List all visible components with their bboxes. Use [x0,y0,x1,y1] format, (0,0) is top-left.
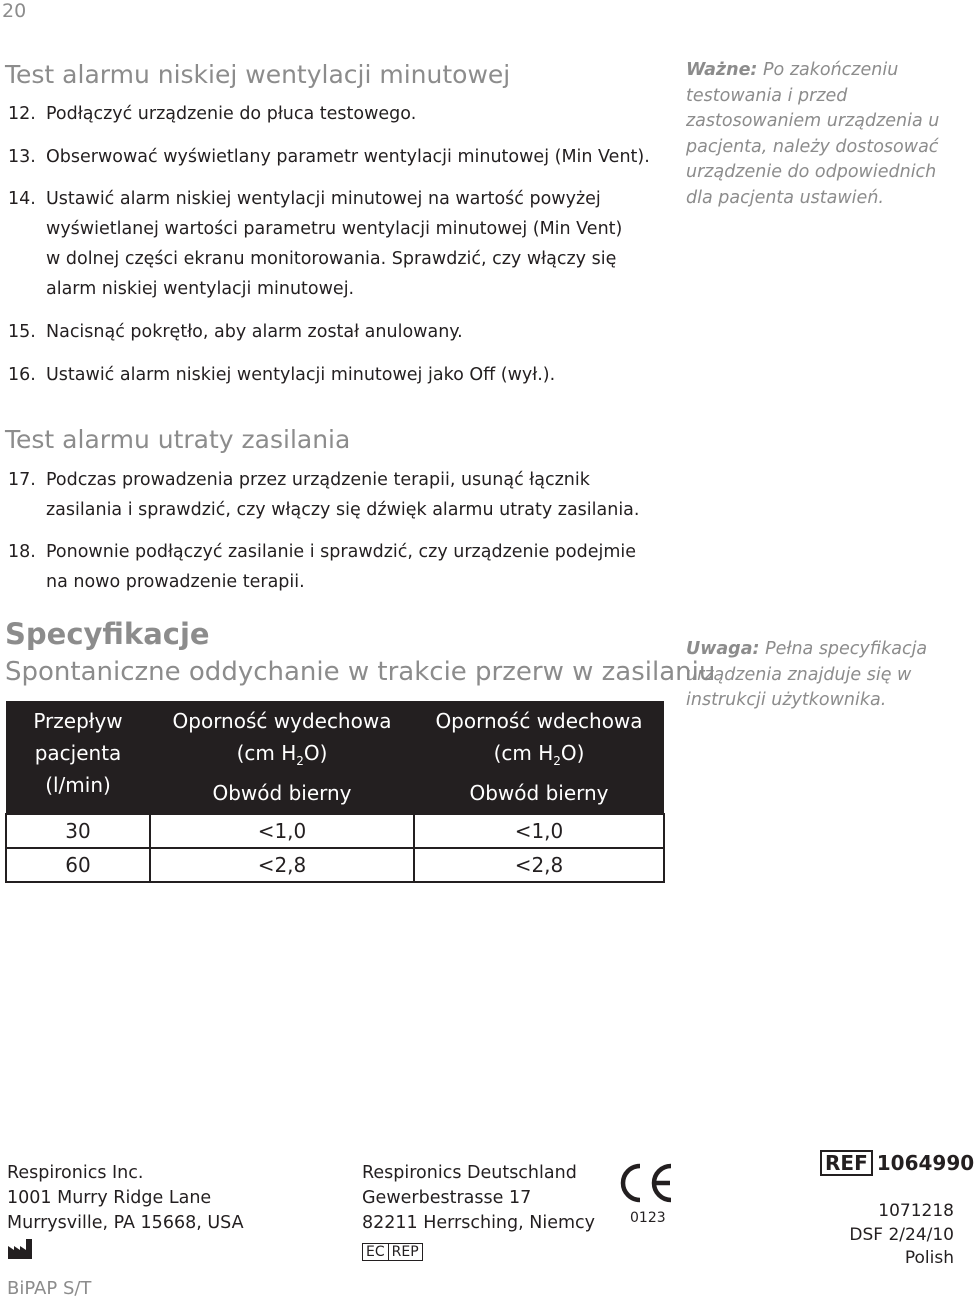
section-title-low-minute-vent: Test alarmu niskiej wentylacji minutowej [5,60,511,89]
table-cell: <2,8 [414,848,664,882]
step-text: Nacisnąć pokrętło, aby alarm został anulowany. [46,322,463,342]
step-number: 15. [8,322,36,342]
header-inspiratory-resistance: Oporność wdechowa (cm $H_2O$) Obwód bierny [414,701,664,814]
step-text: Ustawić alarm niskiej wentylacji minutowej na wartość powyżej wyświetlanej wartości parametru wentylacji minutowej (Min Vent) w dolnej części ekranu monitorowania. Sprawdzić, czy włączy się alarm niskiej wentylacji minutowej. [46,189,623,299]
page-number: 20 [2,0,27,22]
table-row [6,814,664,848]
spec-table [5,701,665,883]
step-text: Podczas prowadzenia przez urządzenie terapii, usunąć łącznik zasilania i sprawdzić, czy włączy się dźwięk alarmu utraty zasilania. [46,470,640,520]
step-number: 16. [8,365,36,385]
important-note-text: Po zakończeniu testowania i przed zastosowaniem urządzenia u pacjenta, należy dostosować urządzenie do odpowiednich dla pacjenta ustawień. [686,60,940,208]
doc-date: DSF 2/24/10 [849,1224,954,1245]
table-cell: <1,0 [414,814,664,848]
doc-number: 1071218 [878,1201,954,1221]
important-note [686,58,958,211]
step-text: Ponownie podłączyć zasilanie i sprawdzić, czy urządzenie podejmie na nowo prowadzenie terapii. [46,542,637,592]
ce-notified-body: 0123 [630,1210,666,1226]
step-text: Ustawić alarm niskiej wentylacji minutowej jako Off (wył.). [46,365,556,385]
header-expiratory-resistance: Oporność wydechowa (cm $H_2O$) Obwód bierny [150,701,414,814]
step-text: Obserwować wyświetlany parametr wentylacji minutowej (Min Vent). [46,147,650,167]
important-note-label: Ważne: [686,60,758,80]
table-row [6,848,664,882]
ref-number-box [820,1150,974,1176]
header-patient-flow: Przepływ pacjenta (l/min) [6,701,150,814]
ref-label: REF [820,1150,873,1176]
step-14 [8,184,628,304]
remark-note-label: Uwaga: [686,639,760,659]
remark-note [686,637,936,714]
manufacturer-icon [7,1238,35,1260]
document-meta [849,1200,954,1271]
manufacturer-address: Respironics Inc. 1001 Murry Ridge Lane Murrysville, PA 15668, USA [7,1163,244,1233]
table-cell: <1,0 [150,814,414,848]
doc-language: Polish [904,1248,954,1268]
step-number: 17. [8,470,36,490]
step-16 [8,360,658,390]
table-header-row [6,701,664,814]
ec-rep-icon: EC REP [362,1243,423,1261]
table-cell: 60 [6,848,150,882]
product-name: BiPAP S/T [7,1278,92,1299]
step-13 [8,142,658,172]
step-number: 12. [8,104,36,124]
table-cell: <2,8 [150,848,414,882]
step-12 [8,99,658,129]
step-18 [8,537,658,597]
step-17 [8,465,658,525]
section-title-specs: Specyfikacje [5,617,210,651]
step-number: 14. [8,189,36,209]
table-cell: 30 [6,814,150,848]
step-15 [8,317,658,347]
section-subtitle-specs: Spontaniczne oddychanie w trakcie przerw w zasilaniu [5,657,716,687]
section-title-power-loss: Test alarmu utraty zasilania [5,425,351,454]
remark-note-text: Pełna specyfikacja urządzenia znajduje się w instrukcji użytkownika. [686,639,928,710]
ref-number: 1064990 [876,1151,974,1175]
ce-mark-icon [616,1162,674,1204]
step-number: 13. [8,147,36,167]
step-number: 18. [8,542,36,562]
step-text: Podłączyć urządzenie do płuca testowego. [46,104,417,124]
eu-rep-address: Respironics Deutschland Gewerbestrasse 17 82211 Herrsching, Niemcy [362,1163,596,1233]
